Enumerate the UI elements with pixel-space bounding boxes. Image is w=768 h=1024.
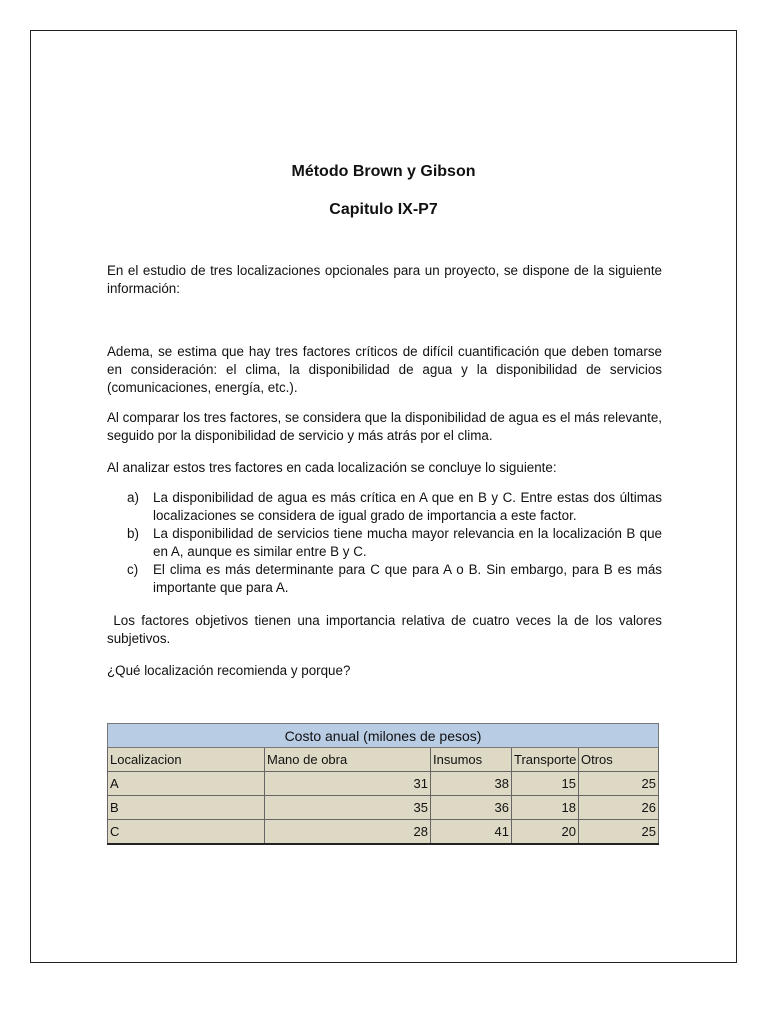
column-header: Localizacion — [108, 748, 265, 772]
table-cell: B — [108, 796, 265, 820]
list-marker: b) — [127, 526, 139, 541]
intro-paragraph: En el estudio de tres localizaciones opcionales para un proyecto, se dispone de la siguiente información: — [107, 263, 662, 296]
column-header: Insumos — [431, 748, 512, 772]
table-cell: 20 — [512, 820, 579, 845]
table-cell: 35 — [265, 796, 431, 820]
question-paragraph: ¿Qué localización recomienda y porque? — [107, 663, 351, 678]
list-item — [127, 489, 662, 525]
list-item-text: La disponibilidad de agua es más crítica en A que en B y C. Entre estas dos últimas localizaciones se considera de igual grado de importancia a este factor. — [153, 490, 662, 523]
list-item-text: El clima es más determinante para C que para A o B. Sin embargo, para B es más importante que para A. — [153, 562, 662, 595]
table-caption: Costo anual (milones de pesos) — [108, 724, 659, 748]
column-header: Transporte — [512, 748, 579, 772]
table-cell: 41 — [431, 820, 512, 845]
table-cell: 25 — [579, 820, 659, 845]
document-subtitle: Capitulo IX-P7 — [329, 201, 438, 218]
table-row — [108, 820, 659, 845]
table-cell: 31 — [265, 772, 431, 796]
weighting-paragraph: Los factores objetivos tienen una importancia relativa de cuatro veces la de los valores subjetivos. — [107, 613, 666, 646]
analysis-paragraph: Al analizar estos tres factores en cada localización se concluye lo siguiente: — [107, 460, 557, 475]
document-page — [30, 30, 737, 963]
table-caption-row — [108, 724, 659, 748]
table-row — [108, 772, 659, 796]
list-marker: a) — [127, 490, 139, 505]
column-header: Otros — [579, 748, 659, 772]
factors-paragraph: Adema, se estima que hay tres factores críticos de difícil cuantificación que deben tomarse en consideración: el clima, la disponibilidad de agua y la disponibilidad de servicios (comunicaciones, energía, etc.). — [107, 344, 662, 395]
list-item-text: La disponibilidad de servicios tiene mucha mayor relevancia en la localización B que en A, aunque es similar entre B y C. — [153, 526, 662, 559]
table-cell: A — [108, 772, 265, 796]
table-cell: 25 — [579, 772, 659, 796]
list-marker: c) — [127, 562, 139, 577]
table-cell: 38 — [431, 772, 512, 796]
table-cell: 36 — [431, 796, 512, 820]
list-item — [127, 525, 662, 561]
table-cell: 18 — [512, 796, 579, 820]
comparison-paragraph: Al comparar los tres factores, se considera que la disponibilidad de agua es el más relevante, seguido por la disponibilidad de servicio y más atrás por el clima. — [107, 410, 662, 443]
conclusions-list — [127, 489, 662, 597]
list-item — [127, 561, 662, 597]
table-cell: C — [108, 820, 265, 845]
column-header: Mano de obra — [265, 748, 431, 772]
table-cell: 15 — [512, 772, 579, 796]
table-cell: 28 — [265, 820, 431, 845]
table-row — [108, 796, 659, 820]
table-header-row — [108, 748, 659, 772]
table-cell: 26 — [579, 796, 659, 820]
document-title: Método Brown y Gibson — [291, 163, 476, 180]
cost-table — [107, 723, 659, 845]
